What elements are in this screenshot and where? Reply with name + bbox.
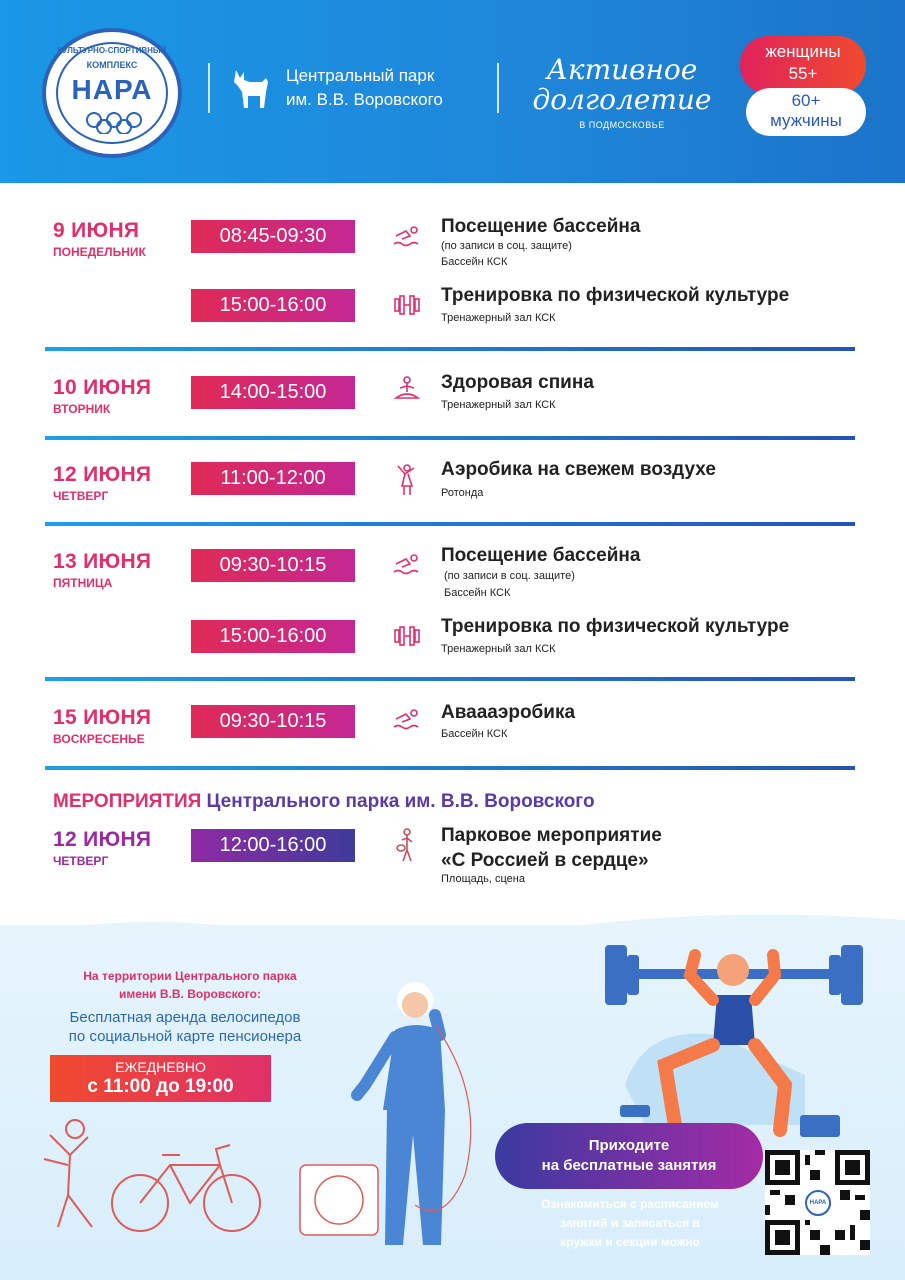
time-slot: 14:00-15:00	[191, 376, 355, 409]
cta-banner: Приходите на бесплатные занятия	[495, 1123, 763, 1189]
active-longevity-subtitle: В ПОДМОСКОВЬЕ	[579, 120, 665, 130]
dancer-icon	[392, 462, 422, 498]
section-divider	[45, 522, 855, 526]
dumbbell-icon	[392, 621, 422, 651]
park-name: Центральный парк им. В.В. Воровского	[286, 66, 443, 109]
activity-note: (по записи в соц. защите)	[441, 240, 572, 252]
day-label: 13 ИЮНЯ ПЯТНИЦА	[53, 550, 152, 590]
activity-place: Бассейн КСК	[444, 587, 511, 599]
time-slot: 15:00-16:00	[191, 620, 355, 653]
logo-arc-text: КУЛЬТУРНО-СПОРТИВНЫЙ	[57, 46, 167, 55]
dumbbell-icon	[392, 290, 422, 320]
activity-title: Посещение бассейна	[441, 216, 641, 237]
section-divider	[45, 766, 855, 770]
activity-title: Здоровая спина	[441, 372, 594, 393]
day-label: 12 ИЮНЯ ЧЕТВЕРГ	[53, 463, 152, 503]
weightlifter-illustration	[605, 925, 875, 1155]
promo-title: На территории Центрального парка имени В.В. Воровского:	[83, 969, 297, 1001]
header-divider	[497, 63, 499, 113]
activity-note: (по записи в соц. защите)	[444, 570, 575, 582]
section-divider	[45, 436, 855, 440]
cta-subtitle: Ознакомиться с расписанием занятий и записаться в кружки и секции можно	[541, 1197, 719, 1249]
event-title: Парковое мероприятие	[441, 825, 662, 846]
header-divider	[208, 63, 210, 113]
activity-title: Аэробика на свежем воздухе	[441, 459, 716, 480]
activity-place: Тренажерный зал КСК	[441, 643, 556, 655]
time-slot: 08:45-09:30	[191, 220, 355, 253]
time-slot: 15:00-16:00	[191, 289, 355, 322]
olympic-rings-icon	[84, 112, 144, 134]
activity-place: Тренажерный зал КСК	[441, 312, 556, 324]
activity-place: Бассейн КСК	[441, 728, 508, 740]
activity-title: Тренировка по физической культуре	[441, 285, 790, 306]
elk-icon	[232, 68, 270, 110]
qr-logo-badge: НАРА	[805, 1190, 831, 1216]
day-label: 9 ИЮНЯ ПОНЕДЕЛЬНИК	[53, 219, 146, 259]
time-slot: 12:00-16:00	[191, 829, 355, 862]
activity-title: Тренировка по физической культуре	[441, 616, 790, 637]
activity-place: Ротонда	[441, 487, 484, 499]
activity-title: Аваааэробика	[441, 702, 576, 723]
swimmer-icon	[392, 222, 422, 252]
nara-logo	[42, 28, 182, 158]
day-label: 12 ИЮНЯ ЧЕТВЕРГ	[53, 828, 152, 868]
promo-text: Бесплатная аренда велосипедов по социальной карте пенсионера	[68, 1009, 302, 1045]
swimmer-icon	[392, 705, 422, 735]
event-place: Площадь, сцена	[441, 873, 525, 885]
daily-hours-badge: ЕЖЕДНЕВНО с 11:00 до 19:00	[50, 1055, 271, 1102]
cyclist-illustration	[40, 1115, 270, 1235]
active-longevity-title: Активное долголетие	[532, 53, 712, 116]
qr-code[interactable]	[765, 1150, 870, 1255]
singing-woman-illustration	[295, 975, 495, 1265]
section-divider	[45, 347, 855, 351]
logo-name: НАРА	[71, 74, 153, 105]
header-banner	[0, 0, 905, 183]
swimmer-icon	[392, 550, 422, 580]
activity-place: Тренажерный зал КСК	[441, 399, 556, 411]
time-slot: 11:00-12:00	[191, 462, 355, 495]
yoga-icon	[392, 374, 422, 404]
events-title: МЕРОПРИЯТИЯ Центрального парка им. В.В. Воровского	[53, 791, 595, 812]
day-label: 10 ИЮНЯ ВТОРНИК	[53, 376, 152, 416]
event-title: «С Россией в сердце»	[441, 850, 649, 871]
day-label: 15 ИЮНЯ ВОСКРЕСЕНЬЕ	[53, 706, 152, 746]
logo-komplex-text: КОМПЛЕКС	[86, 60, 138, 70]
section-divider	[45, 677, 855, 681]
age-badge: женщины 55+ 60+ мужчины	[740, 36, 866, 134]
time-slot: 09:30-10:15	[191, 705, 355, 738]
activity-title: Посещение бассейна	[441, 545, 641, 566]
activity-place: Бассейн КСК	[441, 256, 508, 268]
singer-icon	[392, 826, 422, 864]
time-slot: 09:30-10:15	[191, 549, 355, 582]
